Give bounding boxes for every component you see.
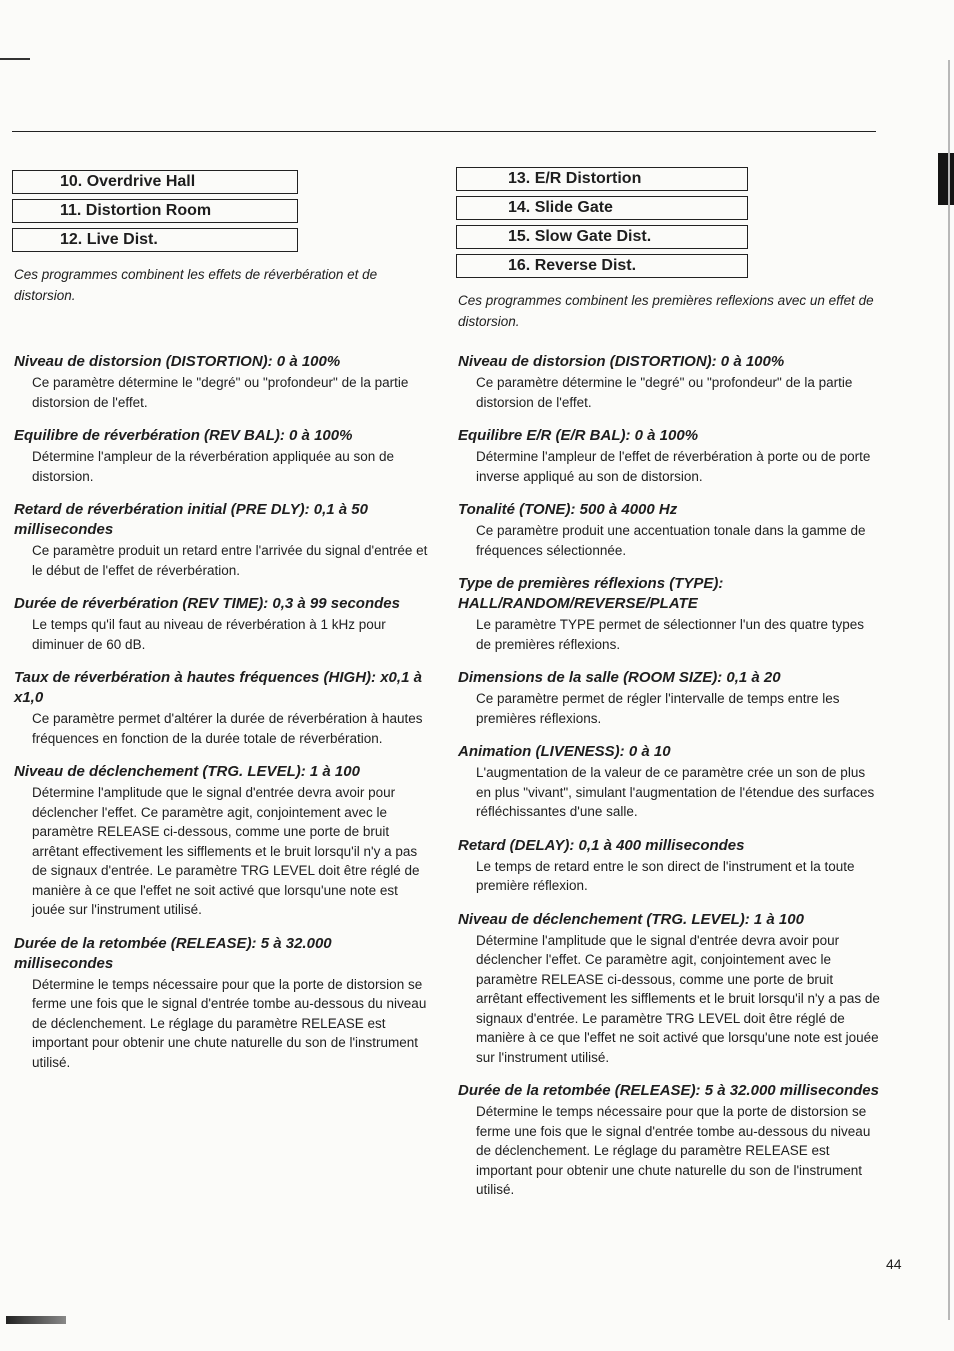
parameter-title: Retard (DELAY): 0,1 à 400 millisecondes bbox=[458, 836, 745, 854]
parameter-title: Equilibre E/R (E/R BAL): 0 à 100% bbox=[458, 427, 699, 444]
parameter-section bbox=[12, 594, 432, 654]
parameter-title: Niveau de distorsion (DISTORTION): 0 à 100% bbox=[458, 353, 785, 370]
parameter-description: Le temps de retard entre le son direct de l'instrument et la toute première réflexion. bbox=[476, 858, 855, 893]
parameter-title: Tonalité (TONE): 500 à 4000 Hz bbox=[458, 501, 678, 518]
parameter-section bbox=[456, 574, 881, 654]
parameter-section bbox=[12, 352, 432, 412]
parameter-title: Equilibre de réverbération (REV BAL): 0 à 100% bbox=[14, 427, 353, 444]
parameter-section bbox=[12, 668, 432, 748]
program-box: 12. Live Dist. bbox=[12, 228, 298, 252]
parameter-title: Dimensions de la salle (ROOM SIZE): 0,1 à 20 bbox=[458, 669, 781, 686]
parameter-title: Niveau de déclenchement (TRG. LEVEL): 1 à 100 bbox=[14, 763, 360, 780]
parameter-description: Détermine le temps nécessaire pour que la porte de distorsion se ferme une fois que le signal d'entrée tombe au-dessous du niveau de déclenchement. Le réglage du paramètre RELEASE est important pour obtenir une chute naturelle du son de l'instrument utilisé. bbox=[32, 976, 427, 1070]
parameter-description: L'augmentation de la valeur de ce paramètre crée un son de plus en plus "vivant", simulant l'augmentation de l'étendue des surfaces réfléchissantes d'une salle. bbox=[476, 765, 875, 819]
parameter-title: Retard de réverbération initial (PRE DLY): 0,1 à 50 millisecondes bbox=[14, 501, 368, 538]
header-rule bbox=[12, 131, 876, 132]
parameter-description: Le paramètre TYPE permet de sélectionner l'un des quatre types de premières réflexions. bbox=[476, 617, 865, 652]
parameter-section bbox=[456, 668, 881, 728]
intro-text: Ces programmes combinent les premières reflexions avec un effet de distorsion. bbox=[458, 293, 874, 329]
page-corner-mark bbox=[0, 58, 30, 60]
page-edge-line bbox=[948, 60, 950, 1320]
page-corner-mark-bottom bbox=[6, 1316, 66, 1324]
parameter-title: Niveau de distorsion (DISTORTION): 0 à 100% bbox=[14, 353, 341, 370]
program-box: 11. Distortion Room bbox=[12, 199, 298, 223]
parameter-description: Détermine l'amplitude que le signal d'entrée devra avoir pour déclencher l'effet. Ce paramètre agit, conjointement avec le paramètre RELEASE ci-dessous, comme une porte de bruit arrêtant effectivement les sifflements et le bruit lorsqu'il n'y a pas de signaux d'entrée. Le paramètre TRG LEVEL doit être réglé de manière à ce que l'effet ne soit activé que lorsqu'une note est jouée sur l'instrument utilisé. bbox=[32, 785, 420, 917]
program-box: 16. Reverse Dist. bbox=[456, 254, 748, 278]
parameter-title: Niveau de déclenchement (TRG. LEVEL): 1 à 100 bbox=[458, 910, 804, 928]
program-box: 10. Overdrive Hall bbox=[12, 170, 298, 194]
parameter-description: Ce paramètre détermine le "degré" ou "profondeur" de la partie distorsion de l'effet. bbox=[476, 375, 853, 410]
parameter-description: Ce paramètre produit une accentuation tonale dans la gamme de fréquences sélectionnée. bbox=[476, 523, 866, 558]
parameter-title: Type de premières réflexions (TYPE): HALL/RANDOM/REVERSE/PLATE bbox=[458, 575, 724, 612]
page-number: 44 bbox=[886, 1256, 902, 1272]
program-box: 14. Slide Gate bbox=[456, 196, 748, 220]
intro-text: Ces programmes combinent les effets de réverbération et de distorsion. bbox=[14, 267, 378, 303]
parameter-title: Taux de réverbération à hautes fréquences (HIGH): x0,1 à x1,0 bbox=[14, 669, 422, 706]
parameter-description: Détermine le temps nécessaire pour que la porte de distorsion se ferme une fois que le signal d'entrée tombe au-dessous du niveau de déclenchement. Le réglage du paramètre RELEASE est important pour obtenir une chute naturelle du son de l'instrument utilisé. bbox=[476, 1104, 871, 1197]
parameter-title: Durée de la retombée (RELEASE): 5 à 32.000 millisecondes bbox=[14, 934, 332, 972]
parameter-section bbox=[456, 500, 881, 560]
parameter-description: Détermine l'ampleur de l'effet de réverbération à porte ou de porte inverse appliqué au son de distorsion. bbox=[476, 449, 871, 484]
parameter-description: Ce paramètre permet de régler l'intervalle de temps entre les premières réflexions. bbox=[476, 691, 840, 726]
parameter-section bbox=[456, 352, 881, 412]
parameter-section bbox=[456, 742, 881, 822]
parameter-description: Ce paramètre permet d'altérer la durée de réverbération à hautes fréquences en fonction de la durée totale de réverbération. bbox=[32, 711, 423, 746]
parameter-section bbox=[456, 426, 881, 486]
parameter-title: Durée de la retombée (RELEASE): 5 à 32.000 millisecondes bbox=[458, 1082, 879, 1099]
parameter-section bbox=[456, 1081, 881, 1200]
program-box: 15. Slow Gate Dist. bbox=[456, 225, 748, 249]
parameter-description: Ce paramètre produit un retard entre l'arrivée du signal d'entrée et le début de l'effet de réverbération. bbox=[32, 543, 428, 578]
parameter-description: Le temps qu'il faut au niveau de réverbération à 1 kHz pour diminuer de 60 dB. bbox=[32, 617, 386, 652]
parameter-section bbox=[12, 500, 432, 580]
parameter-section bbox=[456, 910, 881, 1068]
parameter-section bbox=[12, 762, 432, 920]
parameter-description: Ce paramètre détermine le "degré" ou "profondeur" de la partie distorsion de l'effet. bbox=[32, 375, 409, 410]
program-box: 13. E/R Distortion bbox=[456, 167, 748, 191]
parameter-section bbox=[456, 836, 881, 896]
page-edge-tab bbox=[938, 153, 954, 205]
parameter-title: Animation (LIVENESS): 0 à 10 bbox=[458, 743, 671, 760]
parameter-description: Détermine l'ampleur de la réverbération appliquée au son de distorsion. bbox=[32, 449, 395, 484]
parameter-section bbox=[12, 426, 432, 486]
left-column bbox=[12, 170, 432, 1086]
parameter-title: Durée de réverbération (REV TIME): 0,3 à 99 secondes bbox=[14, 595, 400, 612]
parameter-description: Détermine l'amplitude que le signal d'entrée devra avoir pour déclencher l'effet. Ce paramètre agit, conjointement avec le paramètre RELEASE ci-dessous, comme une porte de bruit arrêtant effectivement les sifflements et le bruit lorsqu'il n'y a pas de signaux d'entrée. Le paramètre TRG LEVEL doit être réglé de manière à ce que l'effet ne soit activé que lorsqu'une note est jouée sur l'instrument utilisé. bbox=[476, 932, 880, 1065]
right-column bbox=[456, 167, 881, 1214]
parameter-section bbox=[12, 934, 432, 1073]
